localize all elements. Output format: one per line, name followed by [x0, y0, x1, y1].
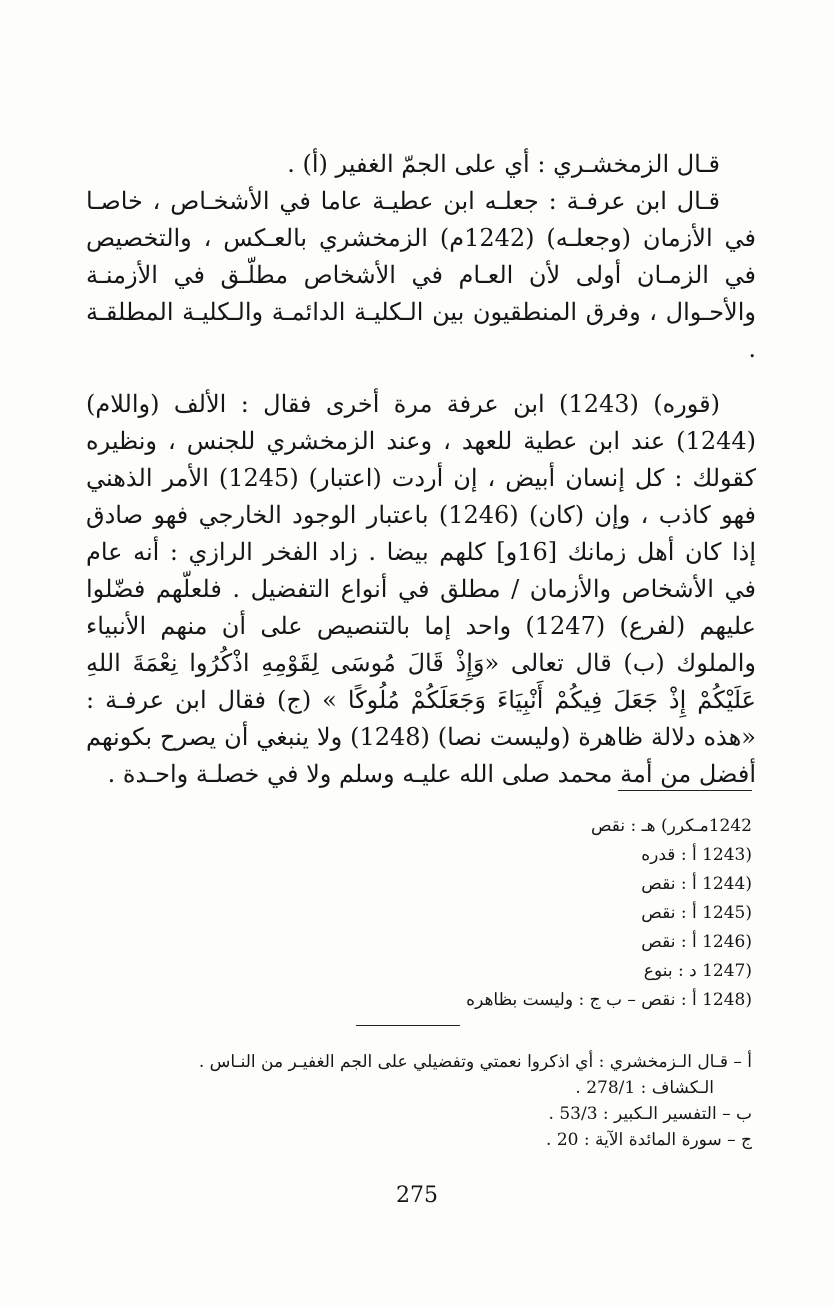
paragraph-zamakhshari: قـال الزمخشـري : أي على الجمّ الغفير (أ) . [287, 150, 720, 178]
variant-1244: (1244 أ : نقص [641, 874, 752, 894]
note-a-source: الـكشاف : 278/1 . [575, 1078, 714, 1098]
page-number: 275 [396, 1183, 438, 1208]
note-a: أ – قـال الـزمخشري : أي اذكروا نعمتي وتفضيلي على الجم الغفيـر من النـاس . [198, 1052, 752, 1072]
variant-1242: 1242مـكرر) هـ : نقص [590, 816, 752, 836]
paragraph-commentary: (قوره) (1243) ابن عرفة مرة أخرى فقال : الألف (واللام) (1244) عند ابن عطية للعهد ، وعند الزمخشري للجنس ، ونظيره كقولك : كل إنسان أبيض ، إن أردت (اعتبار) (1245) الأمر الذهني فهو كاذب ، وإن (كان) (1246) باعتبار الوجود الخارجي فهو صادق إذا كان أهل زمانك [16و] كلهم بيضا . زاد الفخر الرازي : أنه عام في الأشخاص والأزمان / مطلق في أنواع التفضيل . فلعلّهم فضّلوا عليهم (لفرع) (1247) واحد إما بالتنصيص على أن منهم الأنبياء والملوك (ب) قال تعالى «وَإِذْ قَالَ مُوسَى لِقَوْمِهِ اذْكُرُوا نِعْمَةَ اللهِ عَلَيْكُمْ إِذْ جَعَلَ فِيكُمْ أَنْبِيَاءَ وَجَعَلَكُمْ مُلُوكًا » (ج) فقال ابن عرفـة : «هذه دلالة ظاهرة (وليست نصا) (1248) ولا ينبغي أن يصرح بكونهم أفضل من أمة محمد صلى الله عليـه وسلم ولا في خصلـة واحـدة . [86, 390, 757, 788]
note-c: ج – سورة المائدة الآية : 20 . [546, 1130, 752, 1150]
main-text [86, 146, 756, 793]
variant-1246: (1246 أ : نقص [641, 932, 752, 952]
variant-1243: (1243 أ : قدره [641, 845, 752, 865]
paragraph-ibn-arafa: قـال ابن عرفـة : جعلـه ابن عطيـة عاما في الأشخـاص ، خاصـا في الأزمان (وجعلـه) (1242م) الزمخشري بالعـكس ، والتخصيص في الزمـان أولى لأن العـام في الأشخاص مطلّـق في الأزمنـة والأحـوال ، وفرق المنطقيون بين الـكليـة الدائمـة والـكليـة المطلقـة . [86, 187, 756, 363]
variant-1248: (1248 أ : نقص – ب ج : وليست بظاهره [466, 990, 752, 1010]
note-b: ب – التفسير الـكبير : 53/3 . [548, 1104, 752, 1124]
variant-1245: (1245 أ : نقص [641, 903, 752, 923]
footnote-separator [618, 790, 752, 791]
variant-readings [380, 812, 752, 1015]
variant-1247: (1247 د : بنوع [643, 961, 752, 981]
source-notes [90, 1049, 752, 1153]
notes-separator [356, 1025, 460, 1026]
